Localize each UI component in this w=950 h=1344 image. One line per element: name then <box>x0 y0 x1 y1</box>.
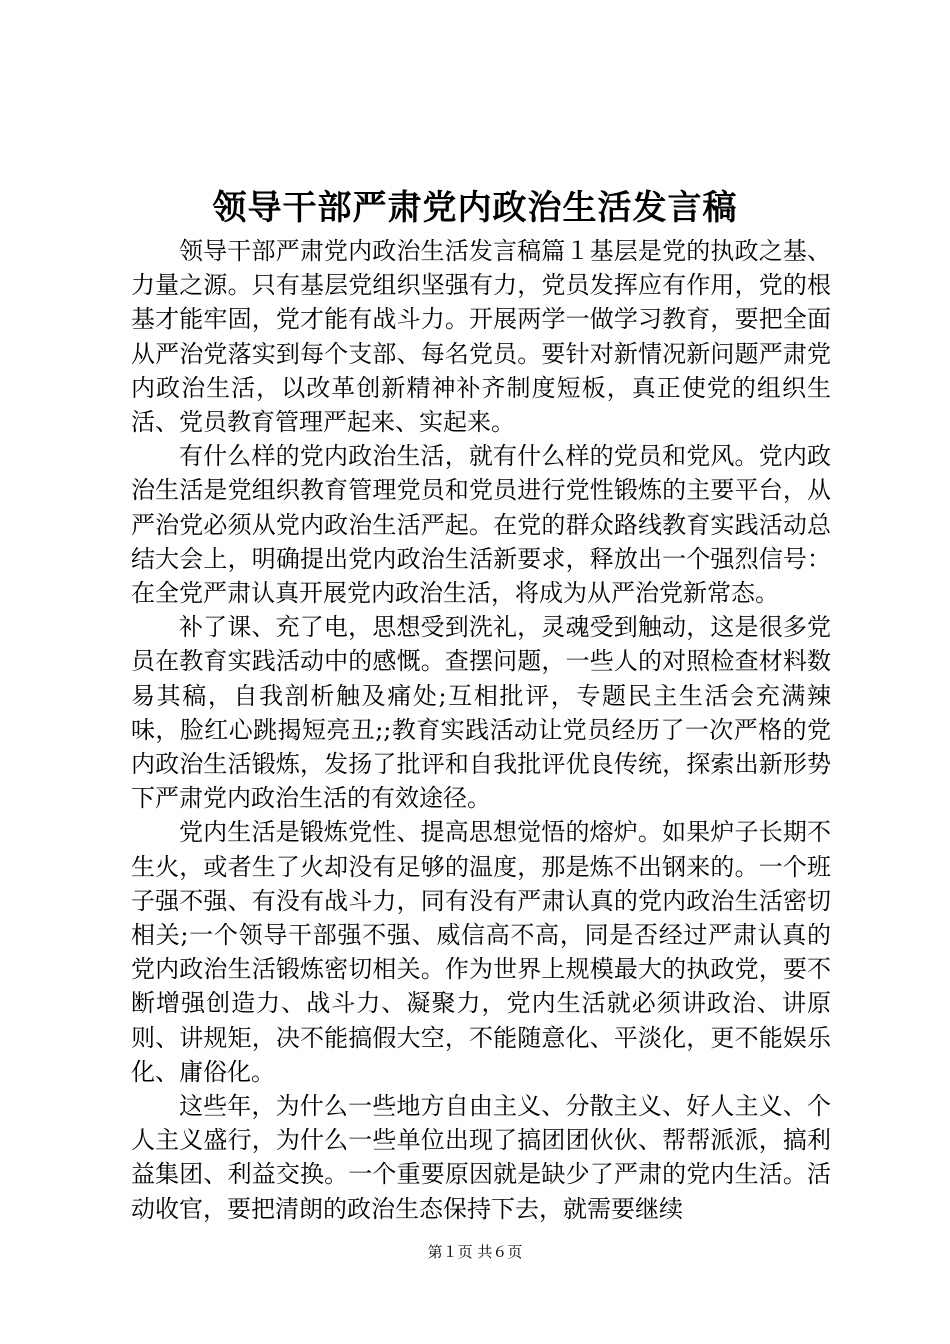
document-body <box>131 234 831 1226</box>
paragraph: 领导干部严肃党内政治生活发言稿篇１基层是党的执政之基、力量之源。只有基层党组织坚强有力，党员发挥应有作用，党的根基才能牢固，党才能有战斗力。开展两学一做学习教育，要把全面从严治党落实到每个支部、每名党员。要针对新情况新问题严肃党内政治生活，以改革创新精神补齐制度短板，真正使党的组织生活、党员教育管理严起来、实起来。 <box>131 237 831 437</box>
paragraph: 这些年，为什么一些地方自由主义、分散主义、好人主义、个人主义盛行，为什么一些单位出现了搞团团伙伙、帮帮派派，搞利益集团、利益交换。一个重要原因就是缺少了严肃的党内生活。活动收官，要把清朗的政治生态保持下去，就需要继续 <box>131 1092 831 1223</box>
paragraph: 有什么样的党内政治生活，就有什么样的党员和党风。党内政治生活是党组织教育管理党员和党员进行党性锻炼的主要平台，从严治党必须从党内政治生活严起。在党的群众路线教育实践活动总结大会上，明确提出党内政治生活新要求，释放出一个强烈信号：在全党严肃认真开展党内政治生活，将成为从严治党新常态。 <box>131 442 831 608</box>
paragraph: 党内生活是锻炼党性、提高思想觉悟的熔炉。如果炉子长期不生火，或者生了火却没有足够的温度，那是炼不出钢来的。一个班子强不强、有没有战斗力，同有没有严肃认真的党内政治生活密切相关;一个领导干部强不强、威信高不高，同是否经过严肃认真的党内政治生活锻炼密切相关。作为世界上规模最大的执政党，要不断增强创造力、战斗力、凝聚力，党内生活就必须讲政治、讲原则、讲规矩，决不能搞假大空，不能随意化、平淡化，更不能娱乐化、庸俗化。 <box>131 818 831 1086</box>
page-number-footer: 第１页 共６页 <box>427 1243 523 1261</box>
document-title: 领导干部严肃党内政治生活发言稿 <box>212 188 738 228</box>
paragraph: 补了课、充了电，思想受到洗礼，灵魂受到触动，这是很多党员在教育实践活动中的感慨。查摆问题，一些人的对照检查材料数易其稿，自我剖析触及痛处;互相批评，专题民主生活会充满辣味，脸红心跳揭短亮丑;;教育实践活动让党员经历了一次严格的党内政治生活锻炼，发扬了批评和自我批评优良传统，探索出新形势下严肃党内政治生活的有效途径。 <box>131 613 831 813</box>
